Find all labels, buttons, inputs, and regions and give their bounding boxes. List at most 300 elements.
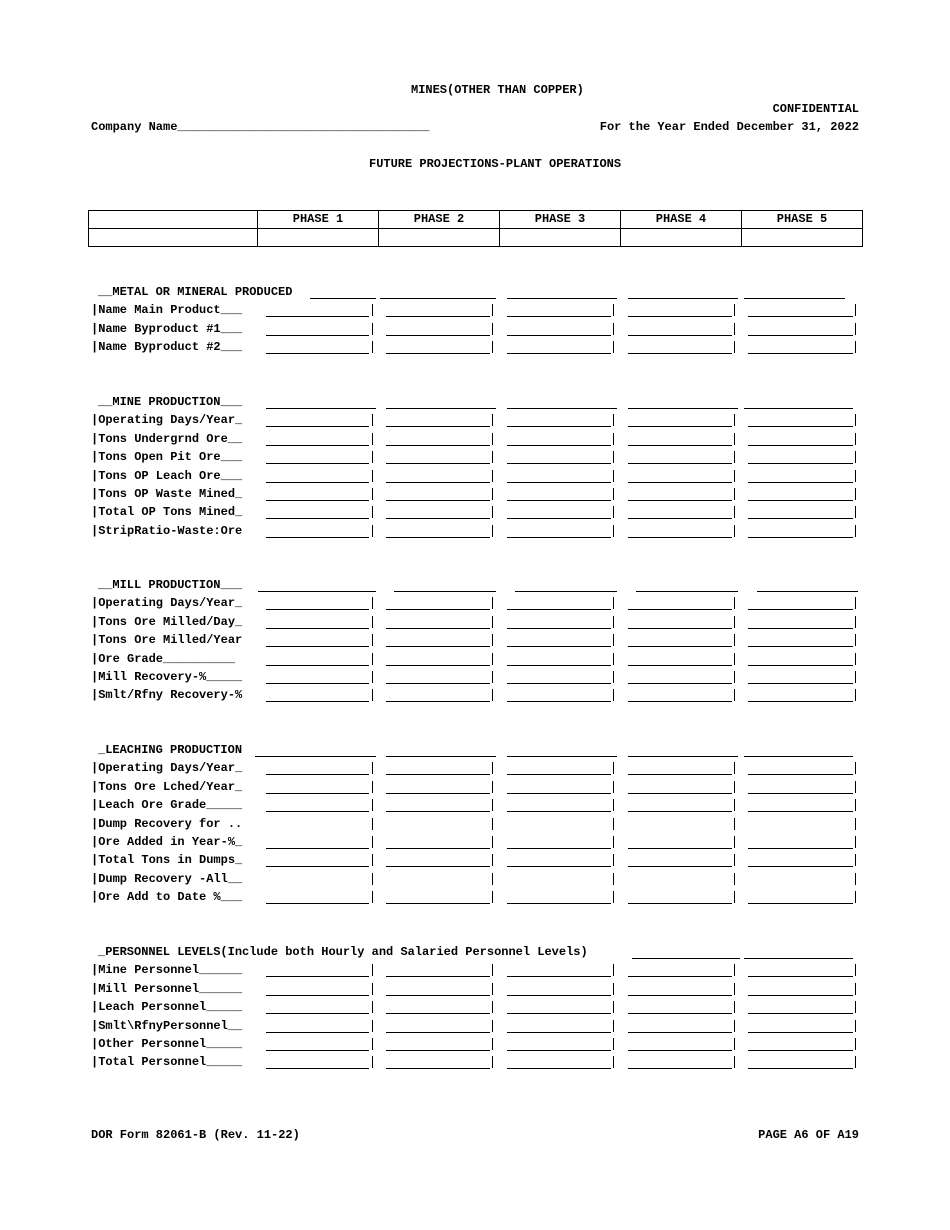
column-separator xyxy=(613,1056,614,1068)
phase-4-field[interactable] xyxy=(628,653,732,666)
phase-2-field[interactable] xyxy=(386,1056,490,1069)
phase-2-field[interactable] xyxy=(386,451,490,464)
column-separator xyxy=(372,506,373,518)
phase-2-field[interactable] xyxy=(386,762,490,775)
column-separator xyxy=(613,304,614,316)
column-separator xyxy=(492,323,493,335)
column-separator xyxy=(372,671,373,683)
heading-underline xyxy=(507,286,617,299)
heading-underline xyxy=(628,744,738,757)
column-separator xyxy=(613,414,614,426)
phase-5-field[interactable] xyxy=(748,1038,853,1051)
column-separator xyxy=(734,1020,735,1032)
phase-5-field[interactable] xyxy=(748,525,853,538)
column-separator xyxy=(613,488,614,500)
phase-5-field[interactable] xyxy=(748,983,853,996)
column-separator xyxy=(734,470,735,482)
phase-3-field[interactable] xyxy=(507,323,611,336)
phase-2-field[interactable] xyxy=(386,470,490,483)
phase-3-field[interactable] xyxy=(507,488,611,501)
column-separator xyxy=(855,1020,856,1032)
column-separator xyxy=(855,1038,856,1050)
column-separator xyxy=(855,323,856,335)
column-separator xyxy=(734,525,735,537)
phase-2-field[interactable] xyxy=(386,597,490,610)
phase-4-field[interactable] xyxy=(628,671,732,684)
column-separator xyxy=(372,634,373,646)
phase-1-field[interactable] xyxy=(266,799,369,812)
heading-underline xyxy=(757,579,858,592)
column-separator xyxy=(372,983,373,995)
form-id: DOR Form 82061-B (Rev. 11-22) xyxy=(91,1128,300,1142)
column-separator xyxy=(734,854,735,866)
column-separator xyxy=(492,964,493,976)
column-separator xyxy=(492,653,493,665)
heading-underline xyxy=(255,744,376,757)
phase-5-field[interactable] xyxy=(748,323,853,336)
phase-3-field[interactable] xyxy=(507,451,611,464)
heading-underline xyxy=(266,396,376,409)
column-separator xyxy=(855,671,856,683)
column-separator xyxy=(372,891,373,903)
column-separator xyxy=(492,762,493,774)
phase-4-field[interactable] xyxy=(628,597,732,610)
year-label: For the Year Ended December 31, 2022 xyxy=(599,120,859,134)
column-separator xyxy=(613,762,614,774)
phase-2-field[interactable] xyxy=(386,1001,490,1014)
phase-4-field[interactable] xyxy=(628,470,732,483)
column-separator xyxy=(855,634,856,646)
phase-header-4: PHASE 4 xyxy=(621,211,742,229)
row-label: |Leach Personnel_____ xyxy=(91,1000,243,1014)
row-label: |Operating Days/Year_ xyxy=(91,761,243,775)
phase-2-field[interactable] xyxy=(386,341,490,354)
phase-1-field[interactable] xyxy=(266,781,369,794)
phase-2-field[interactable] xyxy=(386,488,490,501)
phase-2-field[interactable] xyxy=(386,671,490,684)
phase-5-field[interactable] xyxy=(748,671,853,684)
column-separator xyxy=(613,799,614,811)
phase-3-field[interactable] xyxy=(507,1038,611,1051)
phase-1-field[interactable] xyxy=(266,470,369,483)
heading-underline xyxy=(744,946,853,959)
row-label: |Other Personnel_____ xyxy=(91,1037,243,1051)
phase-table-blank[interactable] xyxy=(89,229,258,247)
phase-header-5: PHASE 5 xyxy=(742,211,863,229)
phase-4-field[interactable] xyxy=(628,1001,732,1014)
phase-4-field[interactable] xyxy=(628,414,732,427)
column-separator xyxy=(613,781,614,793)
column-separator xyxy=(492,891,493,903)
phase-4-field[interactable] xyxy=(628,983,732,996)
heading-underline xyxy=(628,286,738,299)
column-separator xyxy=(855,781,856,793)
phase-4-field[interactable] xyxy=(628,304,732,317)
column-separator xyxy=(855,304,856,316)
phase-3-field[interactable] xyxy=(507,634,611,647)
phase-5-field[interactable] xyxy=(748,689,853,702)
phase-1-field[interactable] xyxy=(266,1038,369,1051)
phase-5-field[interactable] xyxy=(748,891,853,904)
phase-1-field[interactable] xyxy=(266,616,369,629)
phase-1-field[interactable] xyxy=(266,1020,369,1033)
phase-4-field[interactable] xyxy=(628,451,732,464)
phase-5-field[interactable] xyxy=(748,341,853,354)
heading-underline xyxy=(744,396,853,409)
column-separator xyxy=(613,854,614,866)
phase-1-field[interactable] xyxy=(266,451,369,464)
section-heading: __METAL OR MINERAL PRODUCED xyxy=(98,285,293,299)
phase-4-field[interactable] xyxy=(628,891,732,904)
column-separator xyxy=(613,689,614,701)
phase-2-field[interactable] xyxy=(386,964,490,977)
phase-3-field[interactable] xyxy=(507,1001,611,1014)
column-separator xyxy=(855,653,856,665)
phase-5-field[interactable] xyxy=(748,597,853,610)
phase-2-field[interactable] xyxy=(386,1038,490,1051)
column-separator xyxy=(492,818,493,830)
phase-1-field[interactable] xyxy=(266,634,369,647)
column-separator xyxy=(492,854,493,866)
phase-1-field[interactable] xyxy=(266,414,369,427)
phase-3-field[interactable] xyxy=(507,799,611,812)
phase-5-field[interactable] xyxy=(748,634,853,647)
column-separator xyxy=(613,451,614,463)
column-separator xyxy=(734,799,735,811)
phase-1-field[interactable] xyxy=(266,304,369,317)
column-separator xyxy=(372,1056,373,1068)
row-label: |Tons Undergrnd Ore__ xyxy=(91,432,243,446)
column-separator xyxy=(855,818,856,830)
phase-5-field[interactable] xyxy=(748,414,853,427)
phase-1-field[interactable] xyxy=(266,488,369,501)
row-label: |Tons OP Waste Mined_ xyxy=(91,487,243,501)
form-title: MINES(OTHER THAN COPPER) xyxy=(411,83,584,97)
phase-2-field[interactable] xyxy=(386,891,490,904)
phase-4-field[interactable] xyxy=(628,762,732,775)
phase-table xyxy=(88,210,863,247)
column-separator xyxy=(734,634,735,646)
phase-3-field[interactable] xyxy=(507,983,611,996)
phase-cell-3[interactable] xyxy=(500,229,621,247)
column-separator xyxy=(855,762,856,774)
phase-2-field[interactable] xyxy=(386,323,490,336)
column-separator xyxy=(855,341,856,353)
heading-underline xyxy=(632,946,740,959)
column-separator xyxy=(613,470,614,482)
column-separator xyxy=(855,689,856,701)
column-separator xyxy=(492,1038,493,1050)
row-label: |Dump Recovery for .. xyxy=(91,817,243,831)
phase-4-field[interactable] xyxy=(628,1020,732,1033)
page-number: PAGE A6 OF A19 xyxy=(758,1128,859,1142)
heading-underline xyxy=(744,744,853,757)
phase-1-field[interactable] xyxy=(266,1056,369,1069)
column-separator xyxy=(855,414,856,426)
column-separator xyxy=(492,451,493,463)
phase-1-field[interactable] xyxy=(266,964,369,977)
column-separator xyxy=(613,891,614,903)
heading-underline xyxy=(744,286,845,299)
column-separator xyxy=(613,873,614,885)
column-separator xyxy=(492,836,493,848)
phase-2-field[interactable] xyxy=(386,525,490,538)
column-separator xyxy=(734,983,735,995)
column-separator xyxy=(492,671,493,683)
column-separator xyxy=(734,1001,735,1013)
phase-5-field[interactable] xyxy=(748,470,853,483)
column-separator xyxy=(734,671,735,683)
phase-5-field[interactable] xyxy=(748,616,853,629)
column-separator xyxy=(855,470,856,482)
column-separator xyxy=(613,616,614,628)
column-separator xyxy=(734,653,735,665)
column-separator xyxy=(734,597,735,609)
heading-underline xyxy=(628,396,738,409)
phase-cell-2[interactable] xyxy=(379,229,500,247)
phase-1-field[interactable] xyxy=(266,836,369,849)
phase-3-field[interactable] xyxy=(507,891,611,904)
column-separator xyxy=(613,506,614,518)
column-separator xyxy=(613,597,614,609)
phase-4-field[interactable] xyxy=(628,341,732,354)
phase-5-field[interactable] xyxy=(748,799,853,812)
column-separator xyxy=(855,1056,856,1068)
phase-3-field[interactable] xyxy=(507,597,611,610)
phase-5-field[interactable] xyxy=(748,1056,853,1069)
phase-4-field[interactable] xyxy=(628,616,732,629)
column-separator xyxy=(734,488,735,500)
phase-2-field[interactable] xyxy=(386,414,490,427)
column-separator xyxy=(372,836,373,848)
phase-4-field[interactable] xyxy=(628,964,732,977)
phase-2-field[interactable] xyxy=(386,983,490,996)
row-label: |Operating Days/Year_ xyxy=(91,413,243,427)
phase-5-field[interactable] xyxy=(748,653,853,666)
phase-4-field[interactable] xyxy=(628,634,732,647)
phase-2-field[interactable] xyxy=(386,854,490,867)
confidential-label: CONFIDENTIAL xyxy=(772,102,859,116)
phase-3-field[interactable] xyxy=(507,964,611,977)
phase-3-field[interactable] xyxy=(507,762,611,775)
column-separator xyxy=(855,525,856,537)
phase-1-field[interactable] xyxy=(266,525,369,538)
phase-2-field[interactable] xyxy=(386,616,490,629)
column-separator xyxy=(855,799,856,811)
phase-4-field[interactable] xyxy=(628,689,732,702)
column-separator xyxy=(492,506,493,518)
phase-3-field[interactable] xyxy=(507,525,611,538)
column-separator xyxy=(372,341,373,353)
column-separator xyxy=(492,341,493,353)
column-separator xyxy=(372,323,373,335)
row-label: |Mine Personnel______ xyxy=(91,963,243,977)
phase-2-field[interactable] xyxy=(386,304,490,317)
column-separator xyxy=(492,689,493,701)
column-separator xyxy=(492,597,493,609)
phase-1-field[interactable] xyxy=(266,341,369,354)
phase-3-field[interactable] xyxy=(507,433,611,446)
section-heading: __MILL PRODUCTION___ xyxy=(98,578,243,592)
column-separator xyxy=(855,506,856,518)
phase-3-field[interactable] xyxy=(507,781,611,794)
phase-1-field[interactable] xyxy=(266,671,369,684)
row-label: |Total Tons in Dumps_ xyxy=(91,853,243,867)
phase-cell-4[interactable] xyxy=(621,229,742,247)
phase-3-field[interactable] xyxy=(507,689,611,702)
column-separator xyxy=(734,323,735,335)
phase-2-field[interactable] xyxy=(386,634,490,647)
phase-4-field[interactable] xyxy=(628,799,732,812)
column-separator xyxy=(492,1001,493,1013)
column-separator xyxy=(855,488,856,500)
phase-2-field[interactable] xyxy=(386,1020,490,1033)
phase-cell-1[interactable] xyxy=(258,229,379,247)
phase-3-field[interactable] xyxy=(507,304,611,317)
heading-underline xyxy=(258,579,376,592)
column-separator xyxy=(734,506,735,518)
column-separator xyxy=(613,634,614,646)
column-separator xyxy=(613,818,614,830)
row-label: |Tons Ore Milled/Day_ xyxy=(91,615,243,629)
phase-1-field[interactable] xyxy=(266,1001,369,1014)
column-separator xyxy=(613,341,614,353)
column-separator xyxy=(613,983,614,995)
phase-1-field[interactable] xyxy=(266,689,369,702)
phase-5-field[interactable] xyxy=(748,836,853,849)
phase-1-field[interactable] xyxy=(266,854,369,867)
phase-4-field[interactable] xyxy=(628,836,732,849)
phase-2-field[interactable] xyxy=(386,781,490,794)
column-separator xyxy=(492,781,493,793)
phase-2-field[interactable] xyxy=(386,653,490,666)
phase-4-field[interactable] xyxy=(628,488,732,501)
phase-3-field[interactable] xyxy=(507,1056,611,1069)
phase-5-field[interactable] xyxy=(748,488,853,501)
column-separator xyxy=(372,414,373,426)
phase-4-field[interactable] xyxy=(628,1056,732,1069)
column-separator xyxy=(855,836,856,848)
column-separator xyxy=(492,470,493,482)
phase-4-field[interactable] xyxy=(628,433,732,446)
phase-1-field[interactable] xyxy=(266,597,369,610)
column-separator xyxy=(492,873,493,885)
column-separator xyxy=(372,488,373,500)
column-separator xyxy=(613,1038,614,1050)
phase-1-field[interactable] xyxy=(266,762,369,775)
column-separator xyxy=(613,433,614,445)
row-label: |Name Byproduct #1___ xyxy=(91,322,243,336)
column-separator xyxy=(372,1020,373,1032)
phase-cell-5[interactable] xyxy=(742,229,863,247)
row-label: |Operating Days/Year_ xyxy=(91,596,243,610)
phase-5-field[interactable] xyxy=(748,304,853,317)
row-label: |Dump Recovery -All__ xyxy=(91,872,243,886)
phase-3-field[interactable] xyxy=(507,414,611,427)
column-separator xyxy=(372,781,373,793)
column-separator xyxy=(855,964,856,976)
company-name-field[interactable]: Company Name___________________________________ xyxy=(91,120,430,134)
phase-3-field[interactable] xyxy=(507,470,611,483)
column-separator xyxy=(372,854,373,866)
column-separator xyxy=(734,964,735,976)
column-separator xyxy=(855,891,856,903)
column-separator xyxy=(372,818,373,830)
phase-2-field[interactable] xyxy=(386,506,490,519)
phase-2-field[interactable] xyxy=(386,799,490,812)
column-separator xyxy=(372,616,373,628)
phase-5-field[interactable] xyxy=(748,781,853,794)
phase-5-field[interactable] xyxy=(748,451,853,464)
column-separator xyxy=(613,653,614,665)
phase-3-field[interactable] xyxy=(507,671,611,684)
row-label: |Ore Add to Date %___ xyxy=(91,890,243,904)
row-label: |Name Byproduct #2___ xyxy=(91,340,243,354)
phase-5-field[interactable] xyxy=(748,854,853,867)
phase-5-field[interactable] xyxy=(748,433,853,446)
phase-5-field[interactable] xyxy=(748,964,853,977)
column-separator xyxy=(734,616,735,628)
row-label: |Leach Ore Grade_____ xyxy=(91,798,243,812)
phase-5-field[interactable] xyxy=(748,1020,853,1033)
phase-3-field[interactable] xyxy=(507,616,611,629)
phase-3-field[interactable] xyxy=(507,1020,611,1033)
heading-underline xyxy=(515,579,617,592)
column-separator xyxy=(372,689,373,701)
column-separator xyxy=(855,616,856,628)
heading-underline xyxy=(310,286,376,299)
heading-underline xyxy=(636,579,738,592)
section-heading: __MINE PRODUCTION___ xyxy=(98,395,243,409)
column-separator xyxy=(492,304,493,316)
column-separator xyxy=(613,671,614,683)
phase-3-field[interactable] xyxy=(507,341,611,354)
phase-5-field[interactable] xyxy=(748,506,853,519)
phase-5-field[interactable] xyxy=(748,1001,853,1014)
phase-2-field[interactable] xyxy=(386,836,490,849)
heading-underline xyxy=(386,396,496,409)
phase-3-field[interactable] xyxy=(507,506,611,519)
phase-1-field[interactable] xyxy=(266,323,369,336)
phase-2-field[interactable] xyxy=(386,433,490,446)
column-separator xyxy=(613,964,614,976)
heading-underline xyxy=(380,286,496,299)
heading-underline xyxy=(507,744,617,757)
phase-2-field[interactable] xyxy=(386,689,490,702)
phase-4-field[interactable] xyxy=(628,781,732,794)
column-separator xyxy=(855,983,856,995)
phase-1-field[interactable] xyxy=(266,433,369,446)
phase-1-field[interactable] xyxy=(266,653,369,666)
phase-4-field[interactable] xyxy=(628,1038,732,1051)
column-separator xyxy=(492,414,493,426)
phase-3-field[interactable] xyxy=(507,854,611,867)
phase-4-field[interactable] xyxy=(628,525,732,538)
phase-4-field[interactable] xyxy=(628,506,732,519)
phase-3-field[interactable] xyxy=(507,836,611,849)
phase-3-field[interactable] xyxy=(507,653,611,666)
phase-5-field[interactable] xyxy=(748,762,853,775)
column-separator xyxy=(492,616,493,628)
column-separator xyxy=(613,1020,614,1032)
phase-4-field[interactable] xyxy=(628,854,732,867)
phase-4-field[interactable] xyxy=(628,323,732,336)
column-separator xyxy=(855,854,856,866)
phase-1-field[interactable] xyxy=(266,983,369,996)
row-label: |Ore Added in Year-%_ xyxy=(91,835,243,849)
phase-1-field[interactable] xyxy=(266,506,369,519)
phase-1-field[interactable] xyxy=(266,891,369,904)
